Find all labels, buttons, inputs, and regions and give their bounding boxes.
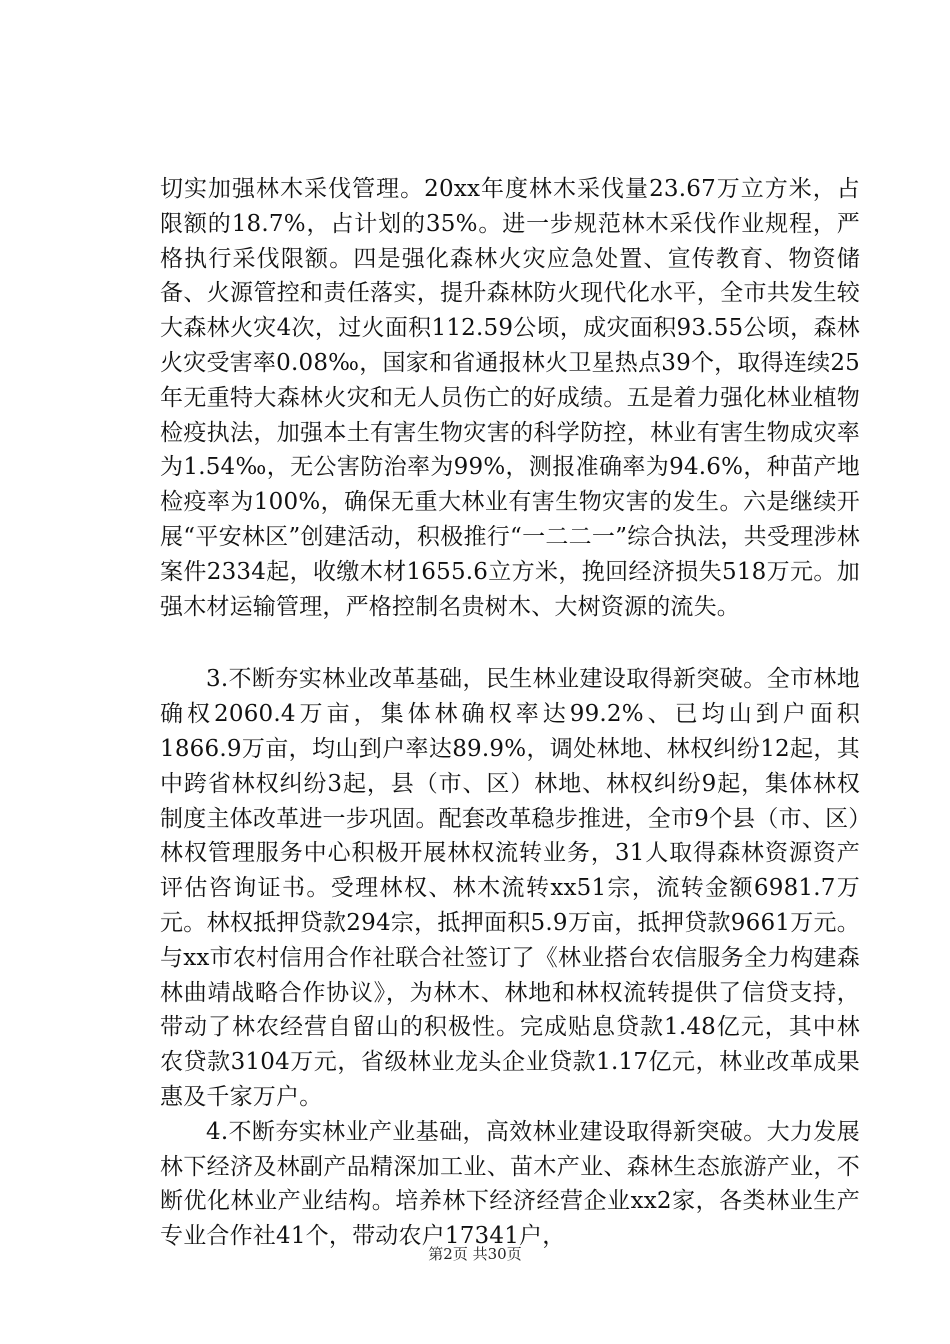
document-body [160,172,860,1254]
page-footer: 第2页 共30页 [428,1245,522,1263]
paragraph-forestry-industry: 4.不断夯实林业产业基础，高效林业建设取得新突破。大力发展林下经济及林副产品精深加工业、苗木产业、森林生态旅游产业，不断优化林业产业结构。培养林下经济经营企业xx2家，各类林业生产专业合作社41个，带动农户17341户， [160,1118,860,1250]
paragraph-forest-management: 切实加强林木采伐管理。20xx年度林木采伐量23.67万立方米，占限额的18.7%，占计划的35%。进一步规范林木采伐作业规程，严格执行采伐限额。四是强化森林火灾应急处置、宣传教育、物资储备、火源管控和责任落实，提升森林防火现代化水平，全市共发生较大森林火灾4次，过火面积112.59公顷，成灾面积93.55公顷，森林火灾受害率0.08‰，国家和省通报林火卫星热点39个，取得连续25年无重特大森林火灾和无人员伤亡的好成绩。五是着力强化林业植物检疫执法，加强本土有害生物灾害的科学防控，林业有害生物成灾率为1.54‰，无公害防治率为99%，测报准确率为94.6%，种苗产地检疫率为100%，确保无重大林业有害生物灾害的发生。六是继续开展“平安林区”创建活动，积极推行“一二二一”综合执法，共受理涉林案件2334起，收缴木材1655.6立方米，挽回经济损失518万元。加强木材运输管理，严格控制名贵树木、大树资源的流失。 [160,176,860,620]
paragraph-forestry-reform: 3.不断夯实林业改革基础，民生林业建设取得新突破。全市林地确权2060.4万亩，集体林确权率达99.2%、已均山到户面积1866.9万亩，均山到户率达89.9%，调处林地、林权纠纷12起，其中跨省林权纠纷3起，县（市、区）林地、林权纠纷9起，集体林权制度主体改革进一步巩固。配套改革稳步推进，全市9个县（市、区）林权管理服务中心积极开展林权流转业务，31人取得森林资源资产评估咨询证书。受理林权、林木流转xx51宗，流转金额6981.7万元。林权抵押贷款294宗，抵押面积5.9万亩，抵押贷款9661万元。与xx市农村信用合作社联合社签订了《林业搭台农信服务全力构建森林曲靖战略合作协议》，为林木、林地和林权流转提供了信贷支持，带动了林农经营自留山的积极性。完成贴息贷款1.48亿元，其中林农贷款3104万元，省级林业龙头企业贷款1.17亿元，林业改革成果惠及千家万户。 [160,666,860,1110]
paragraph-spacer [160,624,860,662]
